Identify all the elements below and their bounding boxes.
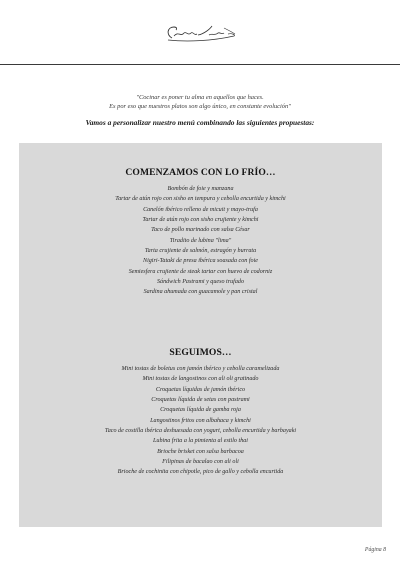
header-rule bbox=[0, 64, 400, 65]
menu-item: Nigiri-Tataki de presa ibérica soasada con foie bbox=[143, 258, 258, 265]
menu-item: Mini tostas de boletus con jamón ibérico y cebolla caramelizada bbox=[121, 366, 280, 372]
menu-item: Tartar de atún rojo con sisho en tempura y cebolla encurtida y kimchi bbox=[115, 196, 286, 203]
section-cold bbox=[19, 167, 382, 298]
menu-item: Croquetas líquida de setas con pastrami bbox=[151, 397, 250, 404]
cold-items-list bbox=[19, 184, 382, 298]
section-title-cold: COMENZAMOS CON LO FRÍO… bbox=[125, 167, 276, 178]
menu-item: Bombón de foie y manzana bbox=[167, 186, 234, 192]
menu-panel bbox=[19, 143, 382, 527]
menu-item: Filipinas de bacalao con ali oli bbox=[162, 459, 239, 466]
next-items-list bbox=[19, 364, 382, 478]
page-header bbox=[0, 0, 400, 64]
section-next bbox=[19, 347, 382, 478]
menu-item: Semiesfera crujiente de steak tartar con huevo de codorniz bbox=[128, 268, 273, 275]
section-title-next: SEGUIMOS… bbox=[169, 347, 232, 358]
signature-logo bbox=[162, 21, 238, 47]
menu-item: Sándwich Pastrami y queso trufado bbox=[156, 279, 244, 286]
menu-item: Tarta crujiente de salmón, estragón y burrata bbox=[144, 248, 257, 255]
menu-item: Sardina ahumada con guacamole y pan cristal bbox=[143, 289, 258, 296]
intro-quote-line-1: "Cocinar es poner tu alma en aquellos que haces. bbox=[136, 94, 264, 101]
menu-item: Tiradito de lubina "lima" bbox=[169, 237, 232, 244]
signature-logo-icon bbox=[162, 21, 238, 47]
menu-item: Taco de costilla ibérica deshuesada con yogurt, cebolla encurtida y barbayaki bbox=[104, 428, 297, 435]
page-number: Página 8 bbox=[364, 547, 386, 553]
menu-item: Lubina frita a la pimienta al estilo thai bbox=[153, 438, 248, 445]
intro-quote-line-2: Es por eso que nuestros platos son algo único, en constante evolución" bbox=[109, 103, 291, 110]
menu-item: Mini tostas de langostinos con ali oli gratinado bbox=[142, 376, 259, 383]
menu-item: Brioche brisket con salsa barbacoa bbox=[157, 448, 244, 455]
menu-item: Brioche de cochinita con chipotle, pico de gallo y cebolla encurtida bbox=[117, 469, 284, 476]
menu-item: Croquetas líquidas de jamón ibérico bbox=[155, 386, 246, 393]
menu-item: Taco de pollo marinado con salsa César bbox=[151, 227, 250, 234]
intro-block bbox=[0, 93, 400, 128]
menu-item: Croquetas líquida de gamba roja bbox=[160, 407, 241, 414]
intro-lead: Vamos a personalizar nuestro menú combinando las siguientes propuestas: bbox=[85, 118, 315, 127]
menu-item: Canelón ibérico relleno de micuit y mayo-trufa bbox=[143, 206, 258, 213]
menu-item: Tartar de atún rojo con sisho crujiente y kimchi bbox=[142, 217, 259, 224]
menu-item: Langostinos fritos con albahaca y kimchi bbox=[150, 417, 251, 424]
